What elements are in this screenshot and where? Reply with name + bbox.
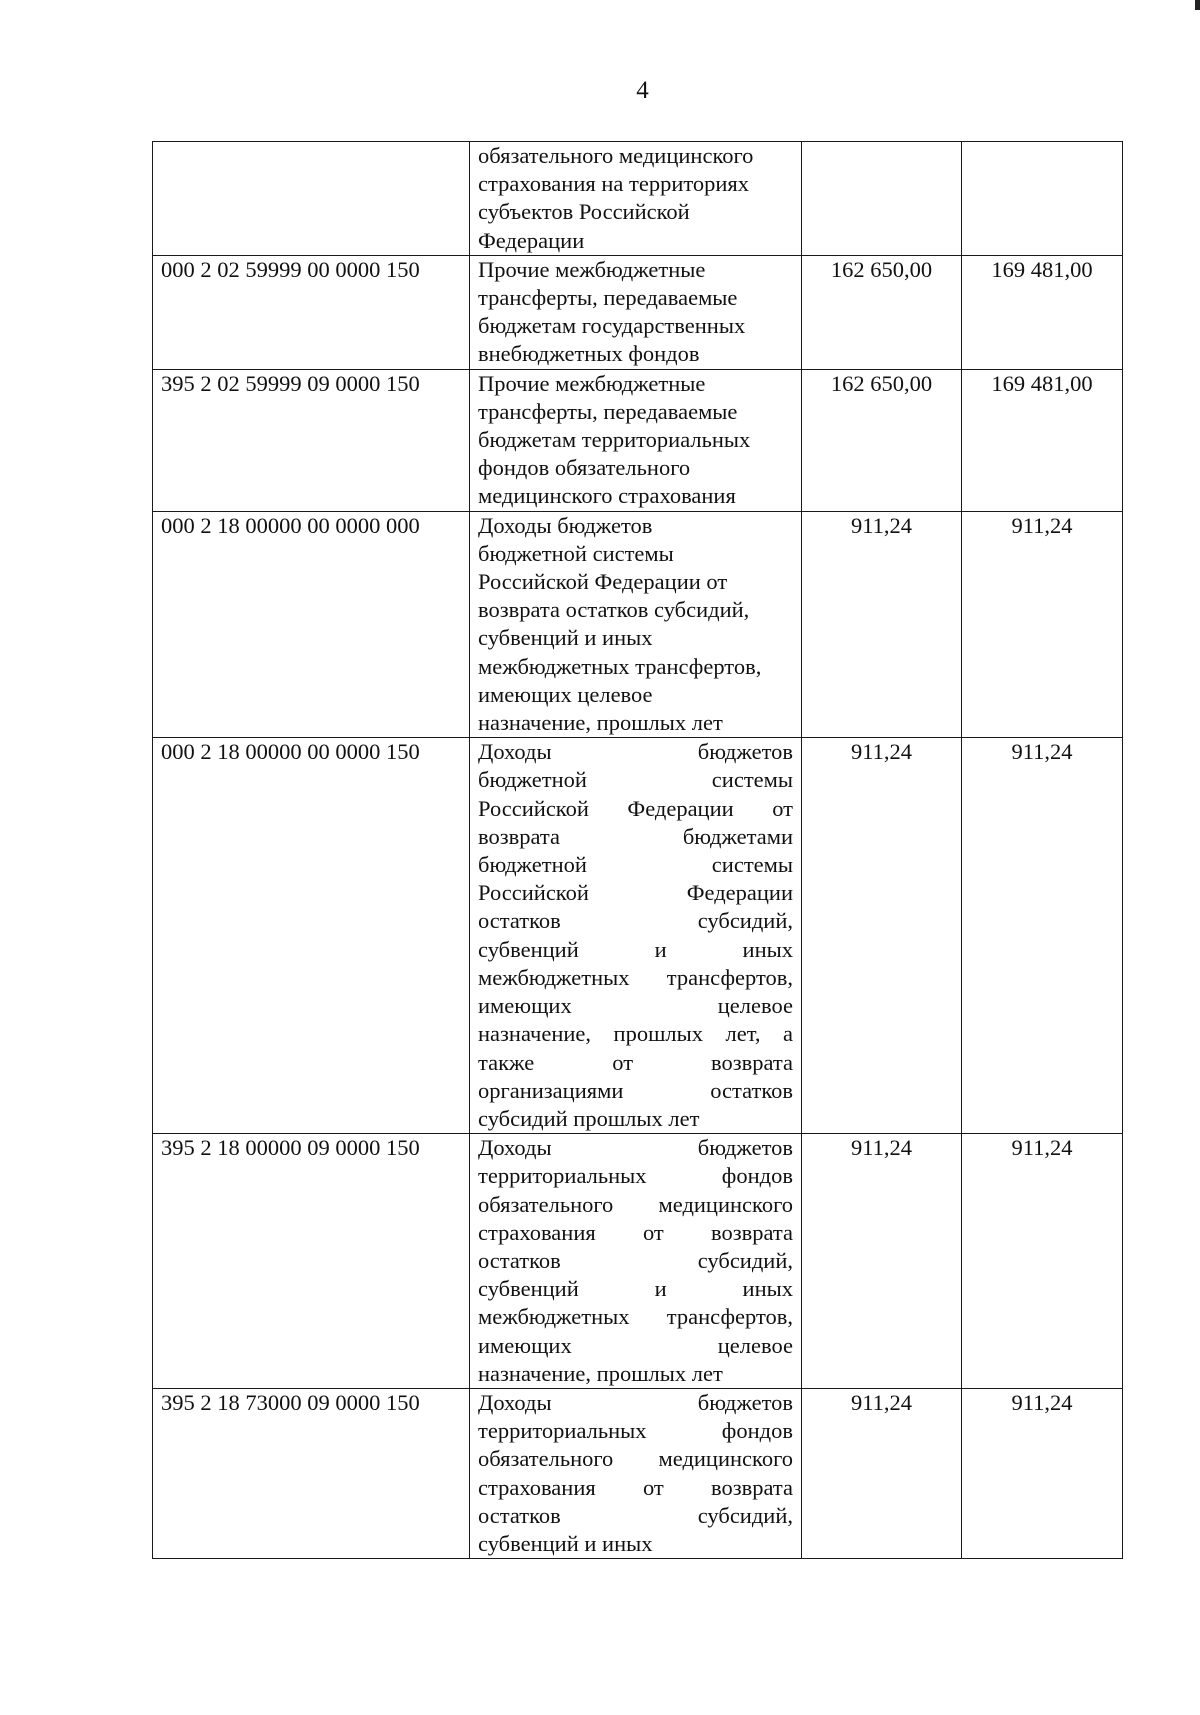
revenue-name-line: субвенций и иных	[478, 625, 653, 651]
revenue-name-line: Российской Федерации от	[478, 795, 793, 821]
revenue-name-line: обязательного медицинского	[478, 1446, 793, 1472]
revenue-name-line: территориальных фондов	[478, 1163, 793, 1189]
budget-code-cell: 395 2 02 59999 09 0000 150	[153, 369, 470, 511]
revenue-name-line: Доходы бюджетов	[478, 1135, 793, 1161]
revenue-name-line: имеющих целевое	[478, 681, 653, 707]
revenue-name-line: Федерации	[478, 227, 585, 253]
amount-year-2-cell: 911,24	[962, 511, 1123, 738]
table-row	[153, 255, 1123, 369]
amount-year-1-cell: 162 650,00	[802, 255, 962, 369]
revenue-name-cell	[470, 738, 802, 1134]
revenue-name-line: Прочие межбюджетные	[478, 370, 706, 396]
revenue-name-line: бюджетной системы	[478, 540, 674, 566]
revenue-name-line: возврата бюджетами	[478, 823, 793, 849]
revenue-name-line: внебюджетных фондов	[478, 341, 700, 367]
amount-year-2-cell	[962, 142, 1123, 256]
amount-year-2-cell: 169 481,00	[962, 255, 1123, 369]
revenue-name-line: имеющих целевое	[478, 1332, 793, 1358]
revenue-name-line: назначение, прошлых лет	[478, 1360, 723, 1386]
revenue-name-line: бюджетам территориальных	[478, 427, 751, 453]
revenue-name-line: бюджетам государственных	[478, 313, 746, 339]
revenue-name-line: субвенций и иных	[478, 1276, 793, 1302]
amount-year-1-cell: 911,24	[802, 738, 962, 1134]
revenue-name-line: межбюджетных трансфертов,	[478, 1304, 793, 1330]
revenue-name-cell	[470, 511, 802, 738]
revenue-name-line: трансферты, передаваемые	[478, 398, 738, 424]
revenue-name-line: межбюджетных трансфертов,	[478, 964, 793, 990]
revenue-name-line: трансферты, передаваемые	[478, 285, 738, 311]
amount-year-2-cell: 911,24	[962, 1134, 1123, 1389]
revenue-name-line: субвенций и иных	[478, 1530, 653, 1556]
amount-year-2-cell: 911,24	[962, 1388, 1123, 1558]
revenue-name-line: обязательного медицинского	[478, 1191, 793, 1217]
amount-year-1-cell: 162 650,00	[802, 369, 962, 511]
table-row	[153, 142, 1123, 256]
revenue-name-line: остатков субсидий,	[478, 1247, 793, 1273]
revenue-name-cell	[470, 142, 802, 256]
revenue-name-line: также от возврата	[478, 1049, 793, 1075]
revenue-name-line: назначение, прошлых лет	[478, 710, 723, 736]
revenue-name-line: субвенций и иных	[478, 936, 793, 962]
table-row	[153, 511, 1123, 738]
amount-year-1-cell: 911,24	[802, 1134, 962, 1389]
budget-code-cell: 395 2 18 73000 09 0000 150	[153, 1388, 470, 1558]
revenue-name-line: субъектов Российской	[478, 199, 690, 225]
revenue-name-line: имеющих целевое	[478, 993, 793, 1019]
revenue-name-line: страхования от возврата	[478, 1474, 793, 1500]
amount-year-2-cell: 911,24	[962, 738, 1123, 1134]
revenue-name-cell	[470, 255, 802, 369]
table-row	[153, 1388, 1123, 1558]
revenue-name-line: остатков субсидий,	[478, 908, 793, 934]
revenue-name-line: Доходы бюджетов	[478, 1389, 793, 1415]
revenue-name-cell	[470, 369, 802, 511]
revenue-name-line: Доходы бюджетов	[478, 739, 793, 765]
revenue-name-line: Российской Федерации	[478, 880, 793, 906]
revenue-name-line: остатков субсидий,	[478, 1502, 793, 1528]
revenue-name-line: территориальных фондов	[478, 1418, 793, 1444]
revenue-name-line: субсидий прошлых лет	[478, 1105, 700, 1131]
revenue-name-line: Российской Федерации от	[478, 569, 728, 595]
amount-year-2-cell: 169 481,00	[962, 369, 1123, 511]
revenue-name-line: медицинского страхования	[478, 483, 736, 509]
revenue-name-line: возврата остатков субсидий,	[478, 597, 750, 623]
table-row	[153, 1134, 1123, 1389]
budget-code-cell: 000 2 18 00000 00 0000 150	[153, 738, 470, 1134]
revenue-name-line: организациями остатков	[478, 1077, 793, 1103]
amount-year-1-cell: 911,24	[802, 1388, 962, 1558]
revenue-name-cell	[470, 1134, 802, 1389]
revenue-name-line: обязательного медицинского	[478, 143, 754, 168]
revenue-name-line: фондов обязательного	[478, 455, 691, 481]
budget-code-cell	[153, 142, 470, 256]
budget-code-cell: 000 2 18 00000 00 0000 000	[153, 511, 470, 738]
revenue-name-line: бюджетной системы	[478, 767, 793, 793]
revenue-name-line: межбюджетных трансфертов,	[478, 653, 762, 679]
budget-code-cell: 395 2 18 00000 09 0000 150	[153, 1134, 470, 1389]
revenue-name-line: назначение, прошлых лет, а	[478, 1021, 793, 1047]
amount-year-1-cell	[802, 142, 962, 256]
budget-revenue-table	[152, 141, 1123, 1559]
revenue-name-cell	[470, 1388, 802, 1558]
table-body	[153, 142, 1123, 1559]
revenue-name-line: Доходы бюджетов	[478, 512, 653, 538]
revenue-name-line: Прочие межбюджетные	[478, 256, 706, 282]
revenue-name-line: бюджетной системы	[478, 852, 793, 878]
amount-year-1-cell: 911,24	[802, 511, 962, 738]
scan-corner-mark	[1195, 0, 1200, 10]
table-row	[153, 738, 1123, 1134]
revenue-name-line: страхования от возврата	[478, 1219, 793, 1245]
page-number: 4	[636, 77, 649, 104]
revenue-name-line: страхования на территориях	[478, 171, 750, 197]
table-row	[153, 369, 1123, 511]
budget-code-cell: 000 2 02 59999 00 0000 150	[153, 255, 470, 369]
